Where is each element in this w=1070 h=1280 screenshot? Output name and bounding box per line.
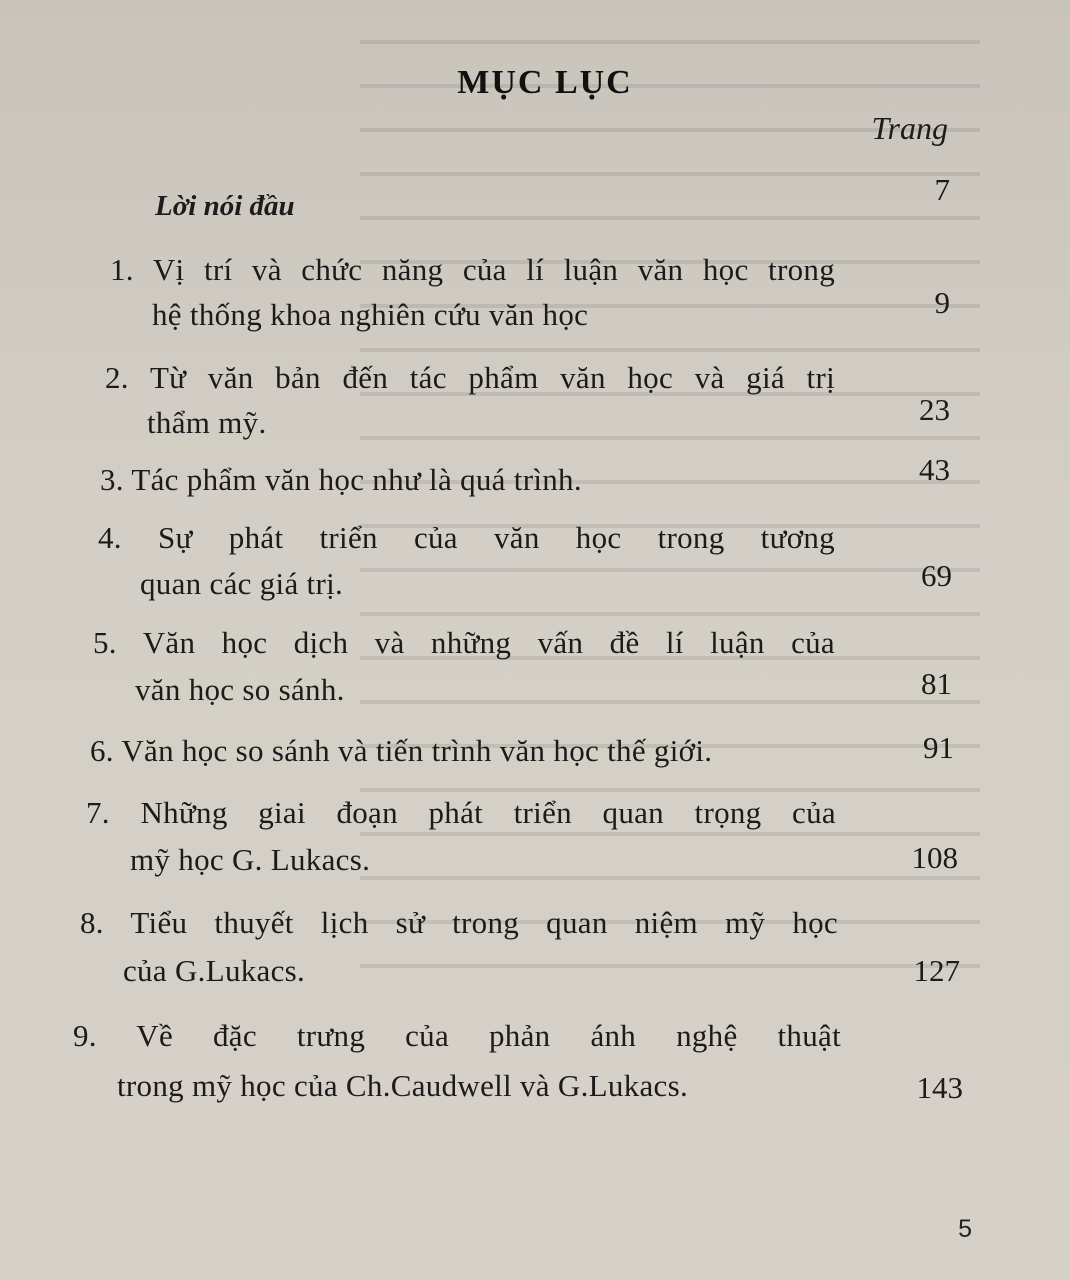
toc-entry-line: 7. Những giai đoạn phát triển quan trọng của — [86, 795, 836, 830]
toc-entry-line: 9. Về đặc trưng của phản ánh nghệ thuật — [73, 1018, 841, 1053]
toc-entry-line: của G.Lukacs. — [123, 953, 306, 988]
toc-entry-line: 2. Từ văn bản đến tác phẩm văn học và giá trị — [105, 360, 835, 395]
toc-entry-line: văn học so sánh. — [135, 672, 345, 707]
toc-entry-line: hệ thống khoa nghiên cứu văn học — [152, 297, 589, 332]
toc-intro-page: 7 — [934, 172, 950, 207]
toc-entry-page: 143 — [916, 1070, 963, 1105]
page-column-header: Trang — [871, 110, 948, 146]
toc-entry-page: 43 — [919, 452, 950, 487]
toc-entry-line: thẩm mỹ. — [147, 405, 267, 440]
toc-entry-page: 108 — [911, 840, 958, 875]
toc-entry-line: 5. Văn học dịch và những vấn đề lí luận của — [93, 625, 835, 660]
toc-entry-page: 69 — [921, 558, 952, 593]
toc-entry-page: 9 — [934, 285, 950, 320]
toc-entry-page: 127 — [913, 953, 960, 988]
toc-entry-page: 23 — [919, 392, 950, 427]
toc-entry-page: 91 — [923, 730, 954, 765]
page-title: MỤC LỤC — [457, 64, 633, 101]
toc-entry-line: 6. Văn học so sánh và tiến trình văn học thế giới. — [90, 733, 713, 768]
toc-entry-line: trong mỹ học của Ch.Caudwell và G.Lukacs. — [117, 1068, 689, 1103]
toc-entry-line: 4. Sự phát triển của văn học trong tương — [98, 520, 835, 555]
toc-entry-line: 8. Tiểu thuyết lịch sử trong quan niệm mỹ học — [80, 905, 838, 940]
toc-entry-line: 3. Tác phẩm văn học như là quá trình. — [100, 462, 582, 497]
toc-entry-line: mỹ học G. Lukacs. — [130, 842, 371, 877]
toc-intro-label: Lời nói đầu — [155, 190, 295, 222]
page-number: 5 — [958, 1215, 972, 1243]
toc-entry-line: 1. Vị trí và chức năng của lí luận văn học trong — [110, 252, 835, 287]
toc-entry-page: 81 — [921, 666, 952, 701]
toc-entry-line: quan các giá trị. — [140, 566, 344, 601]
